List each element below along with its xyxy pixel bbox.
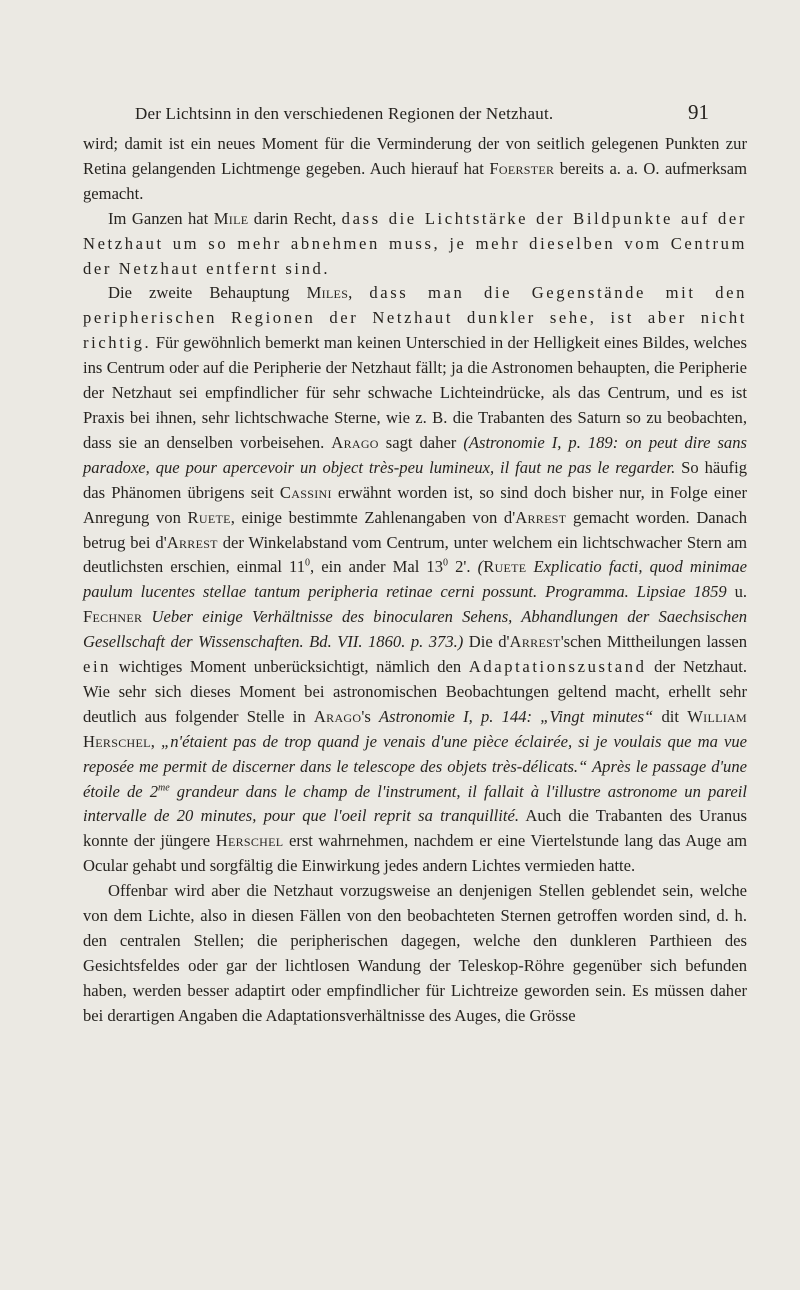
- emphasized-text: Adaptationszustand: [468, 657, 647, 677]
- author-name: Arrest: [515, 507, 567, 527]
- author-name: Arrest: [509, 632, 561, 652]
- paragraph-2: [83, 207, 747, 282]
- paragraph-1: [83, 132, 747, 207]
- emphasized-text: dass die Lichtstärke der Bildpunkte auf der Netzhaut um so mehr abnehmen muss, je mehr dieselben vom Centrum der Netzhaut entfernt sind.: [83, 208, 747, 278]
- text-run: ,: [150, 731, 161, 751]
- author-name: Ruete: [187, 507, 231, 527]
- citation-text: Ueber einige Verhältnisse des binocularen Sehens, Abhandlungen der Saechsischen Gesellschaft der Wissenschaften. Bd. VII. 1860. p. 373.): [83, 607, 747, 652]
- text-run: u.: [726, 582, 748, 602]
- quotation-text: Astronomie I, p. 144: „Vingt minutes“: [379, 706, 654, 726]
- text-run: 'schen Mittheilungen lassen: [560, 632, 747, 652]
- author-name: Cassini: [279, 482, 332, 502]
- text-run: 's: [361, 706, 380, 726]
- text-run: der Winkelabstand vom Centrum, unter welchem ein lichtschwacher Stern am deutlichsten erschien, einmal 11: [83, 532, 748, 577]
- text-run: der Netzhaut. Wie sehr sich dieses Moment bei astronomischen Beobachtungen geltend macht, erhellt sehr deutlich aus folgender Stelle in: [83, 657, 747, 726]
- text-run: Für gewöhnlich bemerkt man keinen Unterschied in der Helligkeit eines Bildes, welches ins Centrum oder auf die Peripherie der Netzhaut fällt; ja die Astronomen behaupten, die Peripherie der Netzhaut sei empfindlicher für sehr schwache Lichteindrücke, als das Centrum, und es ist Praxis bei ihnen, sehr lichtschwache Sterne, wie z. B. die Trabanten des Saturn so zu beobachten, dass sie an denselben vorbeisehen.: [83, 333, 747, 452]
- quotation-text: grandeur dans le champ de l'instrument, il fallait à l'illustre astronome un pareil intervalle de 20 minutes, pour que l'oeil reprit sa tranquillité.: [83, 781, 747, 826]
- text-run: bereits a. a. O. aufmerksam gemacht.: [83, 158, 747, 203]
- author-name: Ruete: [483, 557, 527, 577]
- text-run: gemacht worden. Danach betrug bei d': [83, 507, 747, 552]
- running-title: Der Lichtsinn in den verschiedenen Regionen der Netzhaut.: [135, 104, 554, 123]
- text-run: wichtiges Moment unberücksichtigt, nämlich den: [111, 657, 469, 677]
- page-number: 91: [688, 100, 709, 124]
- author-name: Herschel: [215, 831, 284, 851]
- text-run: , ein ander Mal 13: [310, 557, 444, 577]
- text-run: , einige bestimmte Zahlenangaben von d': [230, 507, 516, 527]
- text-run: Offenbar wird aber die Netzhaut vorzugsweise an denjenigen Stellen geblendet sein, welche von dem Lichte, also in diesen Fällen von den beobachteten Sternen getroffen worden sind, d. h. den centralen Stellen; die peripherischen dagegen, welche den dunkleren Parthieen des Gesichtsfeldes oder gar der lichtlosen Wandung der Teleskop-Röhre gegenüber sich befunden haben, werden besser adaptirt oder empfindlicher für Lichtreize geworden sein. Es müssen daher bei derartigen Angaben die Adaptationsverhältnisse des Auges, die Grösse: [83, 881, 747, 1025]
- quotation-text: „n'étaient pas de trop quand je venais d'une pièce éclairée, si je voulais que ma vue reposée me permit de discerner dans le telescope des objets très-délicats.“ Après le passage d'une étoile de 2: [83, 731, 748, 801]
- text-run: sagt daher: [378, 432, 464, 452]
- page-header: [135, 100, 709, 130]
- author-name: Arrest: [166, 532, 218, 552]
- text-run: dit: [653, 706, 688, 726]
- author-name: Arago: [313, 706, 362, 726]
- text-run: So häufig das Phänomen übrigens seit: [83, 457, 747, 502]
- text-run: Auch die Trabanten des Uranus konnte der jüngere: [83, 806, 747, 851]
- author-name: William Herschel: [83, 706, 747, 751]
- author-name: Miles: [306, 283, 349, 303]
- author-name: Fechner: [83, 607, 143, 627]
- paragraph-3: [83, 281, 747, 879]
- emphasized-text: ein: [83, 657, 112, 677]
- text-run: Die d': [463, 632, 510, 652]
- citation-text: (Astronomie I, p. 189: on peut dire sans paradoxe, que pour apercevoir un object très-peu lumineux, il faut ne pas le regarder.: [83, 432, 747, 477]
- text-run: darin Recht,: [248, 208, 342, 228]
- body-text: [83, 132, 747, 1029]
- author-name: Mile: [213, 208, 249, 228]
- author-name: Arago: [331, 432, 379, 452]
- text-run: Die zweite Behauptung: [108, 283, 307, 303]
- text-run: 2'.: [448, 557, 478, 577]
- emphasized-text: dass man die Gegenstände mit den peripherischen Regionen der Netzhaut dunkler sehe, ist aber nicht richtig.: [83, 283, 747, 353]
- citation-text: Explicatio facti, quod minimae paulum lucentes stellae tantum peripheria retinae cerni possunt. Programma. Lipsiae 1859: [83, 557, 747, 602]
- text-run: ,: [348, 283, 370, 303]
- paragraph-4: [83, 879, 747, 1028]
- text-run: Im Ganzen hat: [108, 208, 214, 228]
- text-run: erst wahrnehmen, nachdem er eine Viertelstunde lang das Auge am Ocular gehabt und sorgfältig die Einwirkung jedes andern Lichtes vermieden hatte.: [83, 831, 747, 876]
- author-name: Foerster: [489, 158, 555, 178]
- degree-superscript: 0: [305, 557, 311, 569]
- ordinal-superscript: me: [158, 782, 170, 794]
- text-run: erwähnt worden ist, so sind doch bisher nur, in Folge einer Anregung von: [83, 482, 747, 527]
- text-run: wird; damit ist ein neues Moment für die Verminderung der von seitlich gelegenen Punkten zur Retina gelangenden Lichtmenge gegeben. Auch hierauf hat: [83, 134, 747, 178]
- citation-text: (: [477, 557, 484, 577]
- degree-superscript: 0: [443, 557, 449, 569]
